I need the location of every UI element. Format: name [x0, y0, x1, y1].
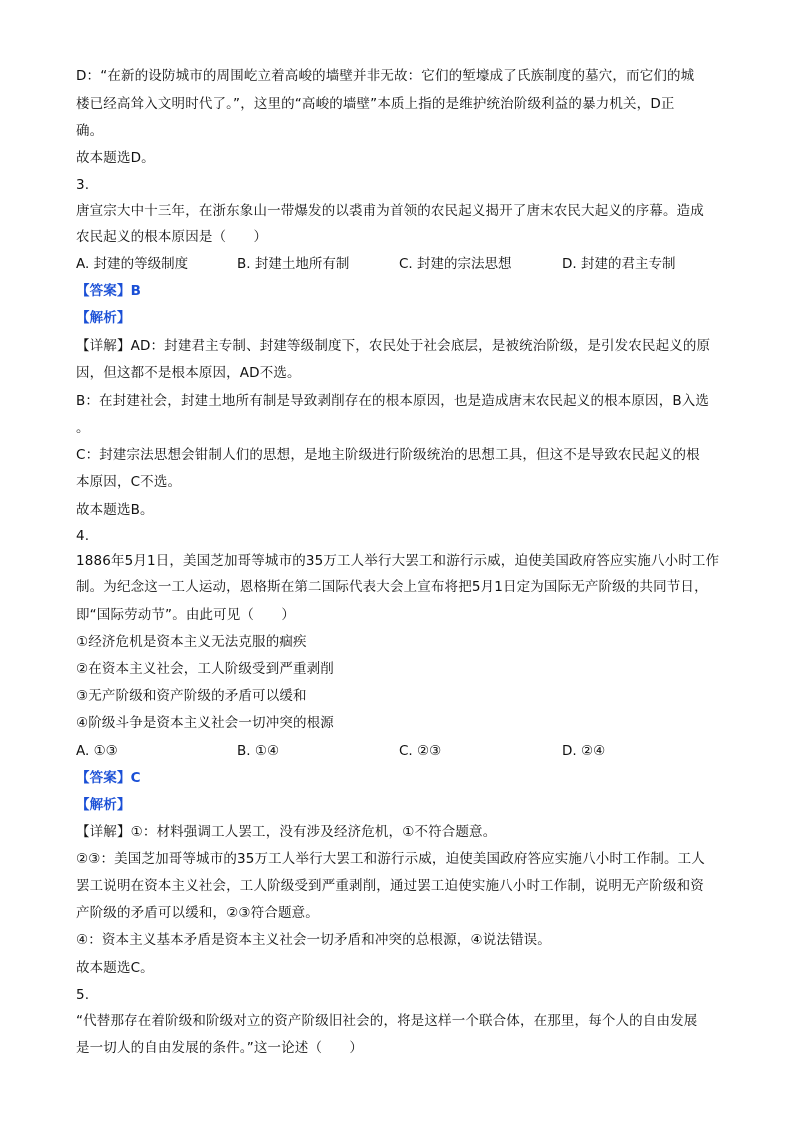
text-line: 本原因，C不选。: [76, 474, 182, 490]
q3-option-a: A. 封建的等级制度: [76, 256, 189, 272]
q4-option-a: A. ①③: [76, 743, 118, 759]
text-line: 楼已经高耸入文明时代了。”，这里的“高峻的墙壁”本质上指的是维护统治阶级利益的暴力机关，D正: [76, 96, 675, 112]
q4-option-c: C. ②③: [399, 743, 442, 759]
analysis-label: 【解析】: [76, 310, 131, 326]
question-number: 4.: [76, 528, 90, 544]
text-line: 罢工说明在资本主义社会，工人阶级受到严重剥削，通过罢工迫使实施八小时工作制，说明无产阶级和资: [76, 878, 704, 894]
question-stem: “代替那存在着阶级和阶级对立的资产阶级旧社会的，将是这样一个联合体，在那里，每个人的自由发展: [76, 1013, 698, 1029]
analysis-label: 【解析】: [76, 797, 131, 813]
text-line: 因，但这都不是根本原因，AD不选。: [76, 365, 301, 381]
text-line: B：在封建社会，封建土地所有制是导致剥削存在的根本原因，也是造成唐末农民起义的根本原因，B入选: [76, 393, 710, 409]
statement: ①经济危机是资本主义无法克服的痼疾: [76, 634, 307, 650]
question-stem: 制。为纪念这一工人运动，恩格斯在第二国际代表大会上宣布将把5月1日定为国际无产阶级的共同节日，: [76, 579, 708, 595]
text-line: 确。: [76, 123, 104, 139]
question-number: 3.: [76, 177, 90, 193]
answer-label: 【答案】B: [76, 283, 142, 299]
text-line: ②③：美国芝加哥等城市的35万工人举行大罢工和游行示威，迫使美国政府答应实施八小时工作制。工人: [76, 851, 705, 867]
question-number: 5.: [76, 987, 90, 1003]
text-line: 。: [76, 420, 90, 436]
question-stem: 唐宣宗大中十三年，在浙东象山一带爆发的以裘甫为首领的农民起义揭开了唐末农民大起义的序幕。造成: [76, 203, 704, 219]
q4-option-b: B. ①④: [237, 743, 280, 759]
q4-option-d: D. ②④: [562, 743, 606, 759]
q3-option-c: C. 封建的宗法思想: [399, 256, 512, 272]
text-line: D：“在新的设防城市的周围屹立着高峻的墙壁并非无故：它们的堑壕成了氏族制度的墓穴，而它们的城: [76, 68, 695, 84]
text-line: 产阶级的矛盾可以缓和，②③符合题意。: [76, 905, 319, 921]
question-stem: 是一切人的自由发展的条件。”这一论述（ ）: [76, 1040, 364, 1056]
text-line: 【详解】AD：封建君主专制、封建等级制度下，农民处于社会底层，是被统治阶级，是引发农民起义的原: [76, 338, 711, 354]
question-stem: 1886年5月1日，美国芝加哥等城市的35万工人举行大罢工和游行示威，迫使美国政府答应实施八小时工作: [76, 553, 720, 569]
text-line: C：封建宗法思想会钳制人们的思想，是地主阶级进行阶级统治的思想工具，但这不是导致农民起义的根: [76, 447, 700, 463]
q3-option-d: D. 封建的君主专制: [562, 256, 676, 272]
text-line: 故本题选B。: [76, 502, 154, 518]
text-line: ④：资本主义基本矛盾是资本主义社会一切矛盾和冲突的总根源，④说法错误。: [76, 932, 551, 948]
question-stem: 农民起义的根本原因是（ ）: [76, 229, 268, 245]
statement: ④阶级斗争是资本主义社会一切冲突的根源: [76, 715, 334, 731]
text-line: 故本题选D。: [76, 150, 155, 166]
text-line: 故本题选C。: [76, 960, 154, 976]
answer-label: 【答案】C: [76, 770, 141, 786]
question-stem: 即“国际劳动节”。由此可见（ ）: [76, 607, 296, 623]
statement: ②在资本主义社会，工人阶级受到严重剥削: [76, 661, 334, 677]
text-line: 【详解】①：材料强调工人罢工，没有涉及经济危机，①不符合题意。: [76, 824, 497, 840]
statement: ③无产阶级和资产阶级的矛盾可以缓和: [76, 688, 307, 704]
q3-option-b: B. 封建土地所有制: [237, 256, 350, 272]
